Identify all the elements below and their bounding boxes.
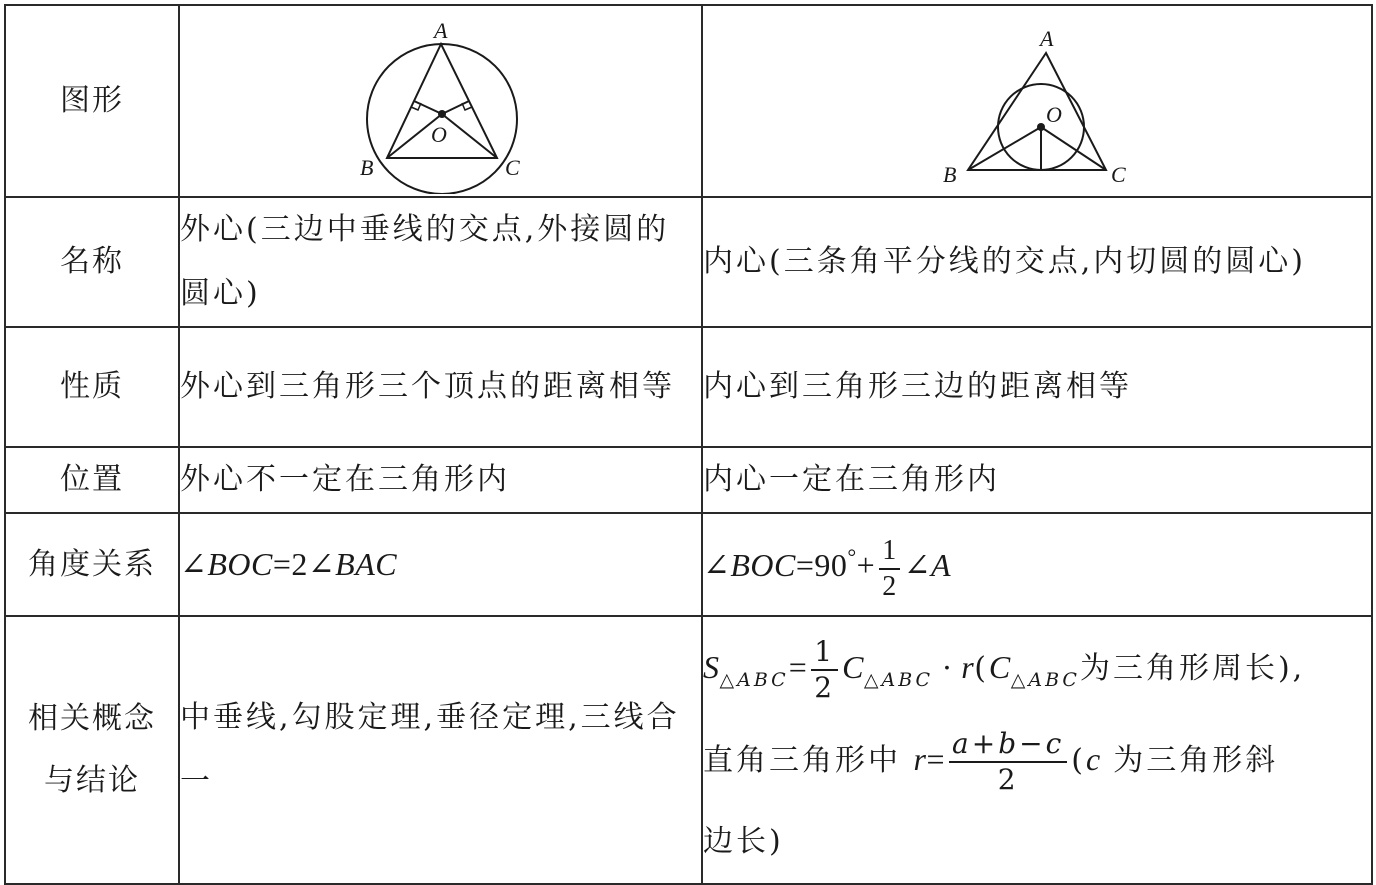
row-label-angle: 角度关系 [5,513,179,616]
label-a: A [1040,26,1054,51]
table-row-property [5,327,1372,447]
center-dot-o [1037,123,1045,131]
hypotenuse-note: 为三角形斜 [1100,743,1279,778]
bisector-c [1041,127,1106,170]
row-label-line2: 与结论 [44,763,140,798]
angle-boc: BOC [207,545,273,582]
radius-r: r [913,741,927,777]
bisector-b [968,127,1041,170]
fraction-numerator: 1 [811,635,838,671]
area-formula-line [703,623,1371,711]
row-label-position: 位置 [5,447,179,513]
label-c: C [505,155,520,180]
incenter-related [702,616,1372,884]
angle-bac: BAC [335,545,398,582]
circumscribed-circle [367,44,517,194]
plus-sign: + [856,547,876,584]
comparison-table [4,4,1373,885]
multiply-dot: · [933,649,962,685]
hypotenuse-note-line3: 边长) [703,824,784,859]
perpendicular-ab [414,101,442,114]
label-c: C [1111,162,1126,187]
radius-r: r [961,649,975,685]
equals-sign: = [926,741,946,777]
circumcenter-name: 外心(三边中垂线的交点,外接圆的圆心) [179,197,702,327]
fraction-denominator: 2 [882,570,897,602]
right-triangle-formula-line [703,711,1371,807]
table-row-name [5,197,1372,327]
right-triangle-prefix: 直角三角形中 [703,743,914,778]
fraction-denominator: 2 [814,671,836,704]
subscript-triangle: △ABC [719,669,789,691]
row-label-figure: 图形 [5,5,179,197]
angle-symbol: ∠ [903,547,932,584]
subscript-triangle: △ABC [863,669,934,691]
angle-a: A [931,547,952,584]
area-s: S [703,649,720,685]
circumcenter-angle [179,513,702,616]
incenter-position: 内心一定在三角形内 [702,447,1372,513]
fraction-legs-minus-hyp [949,727,1067,797]
circumcenter-related: 中垂线,勾股定理,垂径定理,三线合一 [179,616,702,884]
row-label-line1: 相关概念 [28,701,156,736]
incenter-angle [702,513,1372,616]
fraction-denominator: 2 [997,763,1019,796]
label-o: O [431,122,447,147]
hypotenuse-c: c [1086,741,1101,777]
angle-formula [703,534,952,602]
perimeter-c: C [988,649,1011,685]
table-row-position [5,447,1372,513]
equals-two: =2 [272,545,308,582]
incenter-name: 内心(三条角平分线的交点,内切圆的圆心) [702,197,1372,327]
incenter-property: 内心到三角形三边的距离相等 [702,327,1372,447]
angle-formula [180,546,397,582]
label-b: B [943,162,957,187]
triangle-abc [968,53,1106,170]
paren-open: ( [1071,743,1086,778]
center-dot-o [438,110,446,118]
label-a: A [434,18,448,43]
fraction-numerator: 1 [879,534,900,570]
degree-symbol: ° [847,544,857,570]
row-label-property: 性质 [5,327,179,447]
table-row-related [5,616,1372,884]
perimeter-note: 为三角形周长), [1079,651,1306,686]
angle-boc: BOC [730,547,796,584]
table-row-angle [5,513,1372,616]
table-row-figure [5,5,1372,197]
fraction-numerator: a+b−c [949,727,1067,763]
row-label-name: 名称 [5,197,179,327]
label-o: O [1046,102,1062,127]
label-b: B [360,155,374,180]
segment-oc [442,114,497,158]
circumcenter-diagram [180,6,699,194]
circumcenter-position: 外心不一定在三角形内 [179,447,702,513]
circumcenter-property: 外心到三角形三个顶点的距离相等 [179,327,702,447]
incenter-figure-cell [702,5,1372,197]
subscript-triangle: △ABC [1010,669,1080,691]
perimeter-c: C [842,649,864,685]
equals-sign: = [788,649,808,685]
equals-ninety: =90 [795,547,848,584]
fraction-one-half [811,635,838,705]
incenter-diagram [703,6,1369,194]
row-label-related [5,616,179,884]
angle-symbol: ∠ [180,545,208,582]
perpendicular-ac [442,101,469,114]
circumcenter-figure-cell [179,5,702,197]
fraction-one-half [879,534,900,604]
angle-symbol: ∠ [703,547,731,584]
angle-symbol: ∠ [307,545,336,582]
paren-open: ( [974,651,989,686]
